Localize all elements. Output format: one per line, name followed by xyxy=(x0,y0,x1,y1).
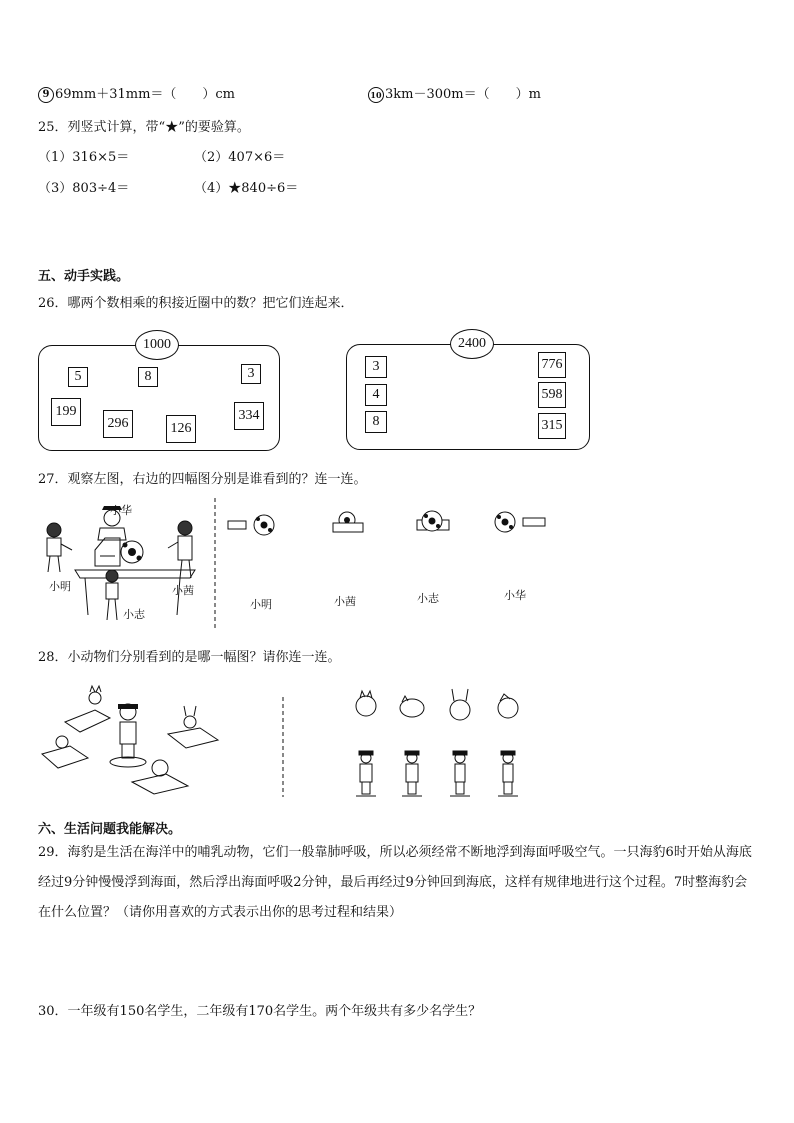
q28-figure-views xyxy=(350,748,530,800)
circled-number-9: 9 xyxy=(38,87,54,103)
q27-view-label: 小华 xyxy=(504,589,526,602)
q30-text: 30．一年级有150名学生，二年级有170名学生。两个年级共有多少名学生？ xyxy=(38,1004,482,1019)
q26-left-number: 5 xyxy=(68,367,88,387)
q27-views xyxy=(225,508,560,548)
q26-title: 26．哪两个数相乘的积接近圈中的数？把它们连起来． xyxy=(38,296,354,311)
q26-right-number: 315 xyxy=(538,413,566,439)
q28-animal-views xyxy=(350,688,530,724)
section-6-heading: 六、生活问题我能解决。 xyxy=(38,822,182,837)
q25-problem-1: （1）316×5＝ xyxy=(38,150,130,165)
q27-view-label: 小茜 xyxy=(334,595,356,608)
q25-problem-3: （3）803÷4＝ xyxy=(38,181,130,196)
q26-left-number: 334 xyxy=(234,402,264,430)
q24-item-10 xyxy=(368,83,541,103)
q26-right-number: 4 xyxy=(365,384,387,406)
q27-scene-label: 小明 xyxy=(49,580,71,593)
q28-title: 28．小动物们分别看到的是哪一幅图？请你连一连。 xyxy=(38,650,341,665)
q25-problem-4: （4）★840÷6＝ xyxy=(194,181,299,196)
q28-divider xyxy=(281,697,285,797)
q27-title: 27．观察左图，右边的四幅图分别是谁看到的？连一连。 xyxy=(38,472,367,487)
q25-title: 25．列竖式计算，带“★”的要验算。 xyxy=(38,120,250,135)
q26-right-number: 598 xyxy=(538,382,566,408)
q25-problem-2: （2）407×6＝ xyxy=(194,150,286,165)
circled-number-10: 10 xyxy=(368,87,384,103)
q27-view-label: 小志 xyxy=(417,592,439,605)
q26-left-number: 3 xyxy=(241,364,261,384)
q26-right-target: 2400 xyxy=(450,329,494,359)
q26-left-number: 296 xyxy=(103,410,133,438)
q27-scene-label: 小华 xyxy=(110,504,132,517)
q29-text: 29．海豹是生活在海洋中的哺乳动物，它们一般靠肺呼吸，所以必须经常不断地浮到海面呼吸空气。一只海豹6时开始从海底经过9分钟慢慢浮到海面，然后浮出海面呼吸2分钟，最后再经过9分钟回到海底，这样有规律地进行这个过程。7时整海豹会在什么位置？（请你用喜欢的方式表示出你的思考过程和结果） xyxy=(38,845,752,920)
q27-view-label: 小明 xyxy=(250,598,272,611)
q26-left-target: 1000 xyxy=(135,330,179,360)
q24-item-9-text: 69mm＋31mm＝（ ）cm xyxy=(55,87,236,102)
q26-left-number: 126 xyxy=(166,415,196,443)
q26-left-number: 8 xyxy=(138,367,158,387)
q26-left-number: 199 xyxy=(51,398,81,426)
q27-divider xyxy=(213,498,217,628)
q24-item-9 xyxy=(38,83,235,103)
q24-item-10-text: 3km－300m＝（ ）m xyxy=(385,87,541,102)
section-5-heading: 五、动手实践。 xyxy=(38,269,130,284)
q27-scene-label: 小志 xyxy=(123,608,145,621)
q27-scene-label: 小茜 xyxy=(172,584,194,597)
q26-right-number: 8 xyxy=(365,411,387,433)
q26-right-number: 3 xyxy=(365,356,387,378)
q26-right-number: 776 xyxy=(538,352,566,378)
q28-scene-illustration xyxy=(40,682,230,797)
